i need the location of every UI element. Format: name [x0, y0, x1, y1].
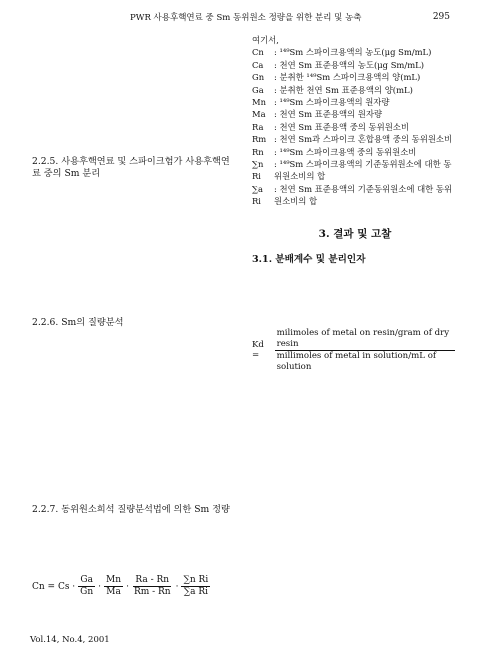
variable-symbol: Ra — [252, 121, 264, 132]
variable-definition — [252, 71, 458, 83]
variable-description: : 천연 Sm과 스파이크 혼합용액 중의 동위원소비 — [274, 134, 453, 145]
page-header — [30, 10, 450, 24]
body-text-block — [32, 332, 238, 500]
right-column — [252, 34, 458, 373]
variable-definition — [252, 84, 458, 96]
kd-lhs: Kd = — [252, 340, 264, 361]
variable-symbol: Rn — [252, 146, 264, 157]
variable-symbol: Ma — [252, 109, 266, 120]
variable-symbol: Ga — [252, 84, 264, 95]
body-text-block — [32, 519, 238, 575]
body-text-block — [32, 183, 238, 313]
variable-symbol: Mn — [252, 97, 266, 108]
variable-definition — [252, 108, 458, 120]
variable-definition — [252, 158, 458, 183]
fraction-m: $\frac{Mn}{Ma}$ — [106, 575, 122, 597]
running-title: PWR 사용후핵연료 중 Sm 동위원소 정량을 위한 분리 및 농축 — [130, 13, 362, 23]
variable-definition — [252, 146, 458, 158]
variable-description: : 분취한 천연 Sm 표준용액의 양(mL) — [274, 84, 413, 95]
variable-description: : 천연 Sm 표준용액의 원자량 — [274, 109, 383, 120]
variable-description: : 분취한 ¹⁴⁹Sm 스파이크용액의 양(mL) — [274, 72, 421, 83]
kd-equation — [252, 328, 458, 373]
variable-description: : ¹⁴⁹Sm 스파이크용액 중의 동위원소비 — [274, 146, 417, 157]
variable-description: : ¹⁴⁹Sm 스파이크용액의 원자량 — [274, 97, 390, 108]
variable-symbol: Rm — [252, 134, 267, 145]
fraction-sum: $\frac{\text{∑n Ri}}{\text{∑a Ri}}$ — [183, 575, 209, 597]
variable-description: : ¹⁴⁹Sm 스파이크용액의 기준동위원소에 대한 동위원소비의 합 — [274, 159, 452, 182]
page-number: 295 — [432, 12, 450, 22]
subsection-heading-2-2-5: 2.2.5. 사용후핵연료 및 스파이크험가 사용후핵연료 중의 Sm 분리 — [32, 156, 230, 179]
body-text-block — [252, 266, 458, 328]
kd-fraction: $\frac{\text{milimoles of metal on resin/gram of dry resin}}{\text{millimoles of metal in solution/mL of solution}}$ — [275, 328, 455, 373]
variable-definitions — [252, 34, 458, 208]
variable-description: : ¹⁴⁹Sm 스파이크용액의 농도(μg Sm/mL) — [274, 47, 432, 58]
page-footer: Vol.14, No.4, 2001 — [30, 635, 110, 645]
fraction-r: $\frac{Ra - Rn}{Rm - Rn}$ — [133, 575, 171, 597]
left-column — [32, 34, 238, 598]
variable-definition — [252, 121, 458, 133]
variable-definition — [252, 46, 458, 58]
fraction-g: $\frac{Ga}{Gn}$ — [80, 575, 94, 597]
variable-definition — [252, 59, 458, 71]
subsection-heading-2-2-7: 2.2.7. 동위원소희석 질량분석법에 의한 Sm 정량 — [32, 504, 230, 515]
subsection-heading-2-2-6: 2.2.6. Sm의 질량분석 — [32, 317, 124, 328]
variable-symbol: ∑n Ri — [252, 159, 264, 182]
body-text-block — [32, 34, 238, 152]
variable-description: : 천연 Sm 표준용액의 기준동위원소에 대한 동위원소비의 합 — [274, 183, 453, 207]
variable-symbol: Gn — [252, 72, 265, 83]
variable-symbol: Cn — [252, 47, 264, 58]
intro-text: 여기서, — [252, 35, 279, 45]
section-heading-3: 3. 결과 및 고찰 — [318, 227, 392, 240]
subsection-heading-3-1: 3.1. 분배계수 및 분리인자 — [252, 253, 366, 265]
variable-definition — [252, 133, 458, 145]
variable-symbol: ∑a Ri — [252, 183, 263, 207]
variable-symbol: Ca — [252, 59, 264, 70]
variable-definition — [252, 96, 458, 108]
variable-description: : 천연 Sm 표준용액의 농도(μg Sm/mL) — [274, 59, 424, 70]
variable-description: : 천연 Sm 표준용액 중의 동위원소비 — [274, 121, 409, 132]
variable-definition — [252, 183, 458, 208]
equation-lhs: Cn = Cs · — [32, 581, 76, 592]
idms-equation: Cn = Cs · $\frac{Ga}{Gn}$ · $\frac{Mn}{Ma}$ · $\frac{Ra - Rn}{Rm - Rn}$ · $\frac{\text{∑n Ri}}{\text{∑a Ri}}$ — [32, 575, 209, 597]
